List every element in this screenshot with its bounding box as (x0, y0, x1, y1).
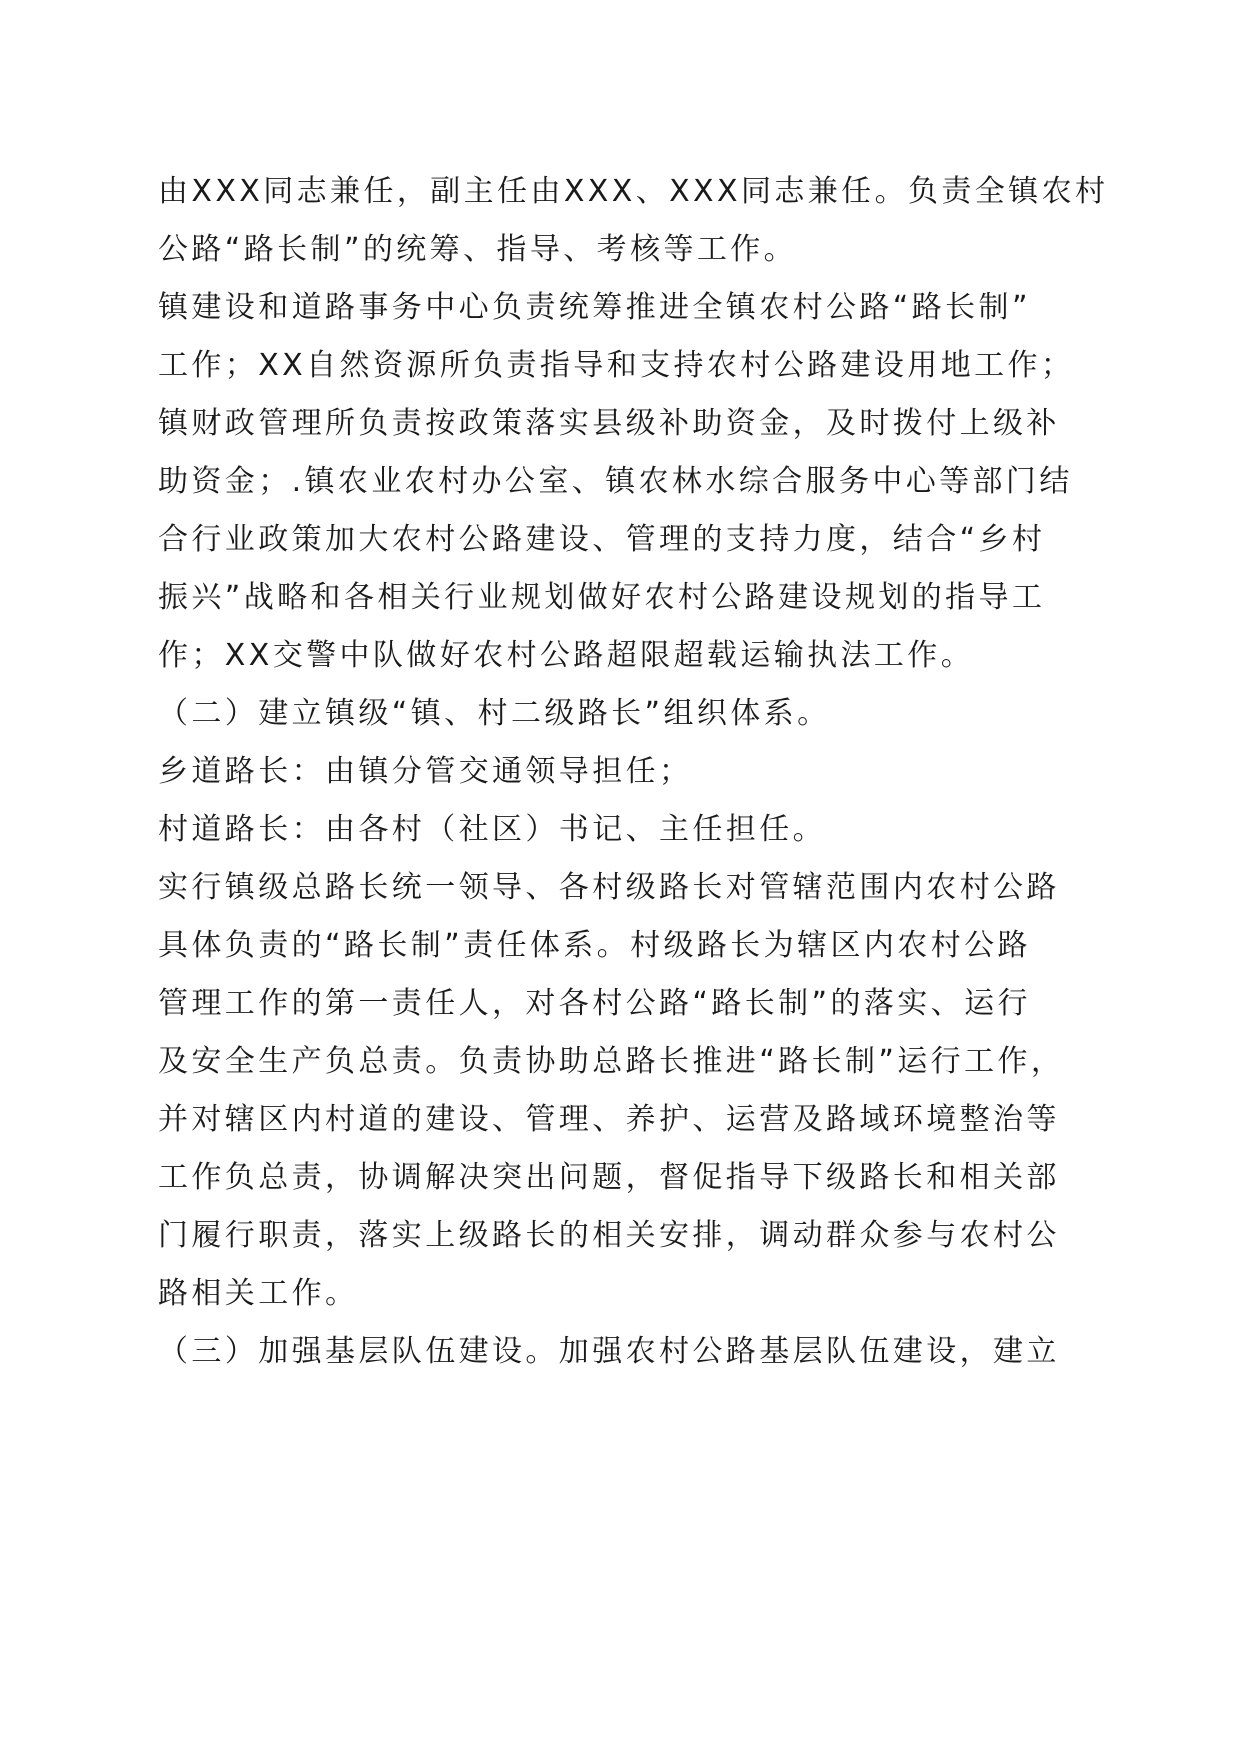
text-line: 门履行职责，落实上级路长的相关安排，调动群众参与农村公 (158, 1218, 1060, 1253)
text-line: 工作；XX自然资源所负责指导和支持农村公路建设用地工作； (158, 348, 1075, 383)
text-line: 工作负总责，协调解决突出问题，督促指导下级路长和相关部 (158, 1160, 1060, 1195)
text-line: 作；XX交警中队做好农村公路超限超载运输执法工作。 (158, 638, 975, 673)
text-line: 并对辖区内村道的建设、管理、养护、运营及路域环境整治等 (158, 1102, 1060, 1137)
text-line: 村道路长：由各村（社区）书记、主任担任。 (158, 812, 826, 847)
text-line: 由XXX同志兼任，副主任由XXX、XXX同志兼任。负责全镇农村 (158, 174, 1109, 209)
text-line: 及安全生产负总责。负责协助总路长推进“路长制”运行工作， (158, 1044, 1065, 1079)
text-line: 具体负责的“路长制”责任体系。村级路长为辖区内农村公路 (158, 928, 1031, 963)
text-line: 乡道路长：由镇分管交通领导担任； (158, 754, 693, 789)
text-line: 路相关工作。 (158, 1276, 359, 1311)
text-line: 镇财政管理所负责按政策落实县级补助资金，及时拨付上级补 (158, 406, 1060, 441)
text-line: 合行业政策加大农村公路建设、管理的支持力度，结合“乡村 (158, 522, 1046, 557)
text-line: 振兴”战略和各相关行业规划做好农村公路建设规划的指导工 (158, 580, 1046, 615)
text-line: 助资金；.镇农业农村办公室、镇农林水综合服务中心等部门结 (158, 464, 1073, 499)
text-line: 实行镇级总路长统一领导、各村级路长对管辖范围内农村公路 (158, 870, 1060, 905)
section-heading: （三）加强基层队伍建设。加强农村公路基层队伍建设，建立 (158, 1334, 1060, 1369)
section-heading: （二）建立镇级“镇、村二级路长”组织体系。 (158, 696, 831, 731)
text-line: 公路“路长制”的统筹、指导、考核等工作。 (158, 232, 798, 267)
text-line: 镇建设和道路事务中心负责统筹推进全镇农村公路“路长制” (158, 290, 1031, 325)
text-line: 管理工作的第一责任人，对各村公路“路长制”的落实、运行 (158, 986, 1031, 1021)
